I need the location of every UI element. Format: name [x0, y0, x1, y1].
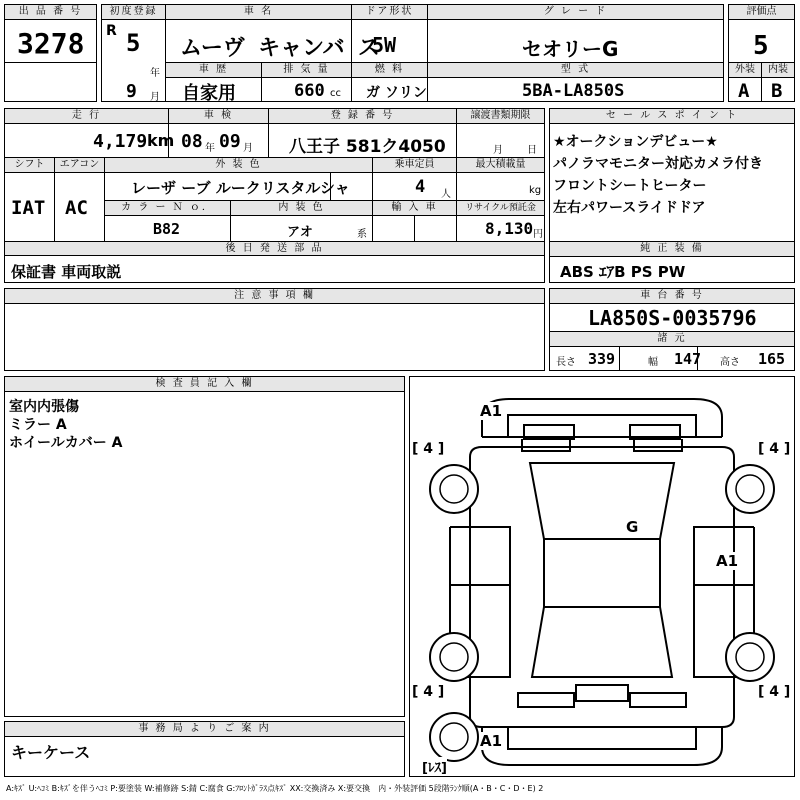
inspector-box: [4, 376, 405, 717]
genuine-equipment-box: [549, 241, 795, 283]
recycle-unit: 円: [533, 229, 543, 240]
length-label: 長さ: [556, 357, 576, 368]
displacement: 660: [294, 81, 325, 101]
shift-type: IAT: [11, 197, 46, 219]
inspection-month-unit: 月: [243, 143, 253, 154]
tail-light-right: [630, 693, 686, 707]
capacity-header: 乗車定員: [373, 158, 456, 172]
tire-label-rear-left: [ 4 ]: [412, 684, 445, 700]
model-code-header: 型 式: [428, 63, 723, 77]
height-label: 高さ: [720, 357, 740, 368]
interior-color-unit: 系: [357, 229, 367, 240]
import-header: 輸 入 車: [373, 201, 456, 215]
later-parts: 保証書 車両取説: [11, 263, 122, 281]
aircon-type: AC: [65, 197, 88, 219]
windshield: [530, 463, 674, 539]
registration-year: 5: [126, 29, 141, 57]
lot-number: 3278: [17, 27, 85, 60]
license-plate-rear: [576, 685, 628, 701]
headlight-right: [634, 439, 682, 451]
exterior-header: 外装: [729, 63, 761, 77]
chassis-number: LA850S-0035796: [588, 306, 757, 330]
lot-number-header: 出 品 番 号: [5, 5, 96, 19]
inspection-header: 車 検: [169, 109, 268, 123]
mileage: 4,179: [93, 131, 148, 152]
exterior-grade: A: [738, 80, 750, 102]
door-header: ドア形状: [352, 5, 427, 19]
rear-window: [532, 607, 672, 677]
vehicle-info-box: [101, 4, 724, 102]
displacement-unit: cc: [330, 88, 341, 99]
era-letter: R: [106, 23, 117, 39]
sales-point-4: 左右パワースライドドア: [553, 200, 706, 216]
genuine-equipment: ABS ｴｱB PS PW: [560, 263, 686, 281]
tire-label-front-right: [ 4 ]: [758, 441, 791, 457]
notes-header: 注 意 事 項 欄: [5, 289, 544, 303]
transfer-day-unit: 日: [527, 145, 537, 156]
color-no-header: カ ラ ー Ｎ ｏ．: [105, 201, 230, 215]
inspector-header: 検 査 員 記 入 欄: [5, 377, 404, 391]
recycle-fee: 8,130: [485, 219, 534, 238]
score-box: [728, 4, 795, 102]
ext-color-header: 外 装 色: [105, 158, 372, 172]
rear-bumper-outline: [482, 727, 722, 765]
max-load-unit: kg: [529, 185, 542, 196]
inspection-year-unit: 年: [205, 143, 215, 154]
vehicle-history: 自家用: [182, 83, 236, 104]
overall-score: 5: [753, 31, 769, 61]
inspector-note-2: ミラー A: [9, 417, 67, 433]
fuel-type: ガ ソリン: [366, 85, 427, 101]
spare-tire-label: [ﾚｽ]: [422, 757, 447, 776]
sales-point-2: パノラマモニター対応カメラ付き: [553, 156, 763, 172]
mileage-unit: km: [147, 131, 175, 150]
displacement-header: 排 気 量: [262, 63, 351, 77]
year-unit: 年: [150, 68, 160, 79]
month-unit: 月: [150, 92, 160, 103]
tire-front-right: [726, 465, 774, 513]
grade-header: グ レ ー ド: [428, 5, 723, 19]
tire-label-rear-right: [ 4 ]: [758, 684, 791, 700]
tire-front-left: [430, 465, 478, 513]
inspector-note-3: ホイールカバー A: [9, 435, 123, 451]
capacity-unit: 人: [441, 189, 451, 200]
sales-points-box: [549, 108, 795, 242]
mileage-header: 走 行: [5, 109, 168, 123]
history-header: 車 歴: [166, 63, 261, 77]
tail-light-left: [518, 693, 574, 707]
car-diagram-box: [409, 376, 795, 777]
first-registration-header: 初度登録: [102, 5, 165, 19]
max-load-header: 最大積載量: [457, 158, 544, 172]
interior-header: 内装: [762, 63, 794, 77]
registration-month: 9: [126, 81, 137, 102]
model-code: 5BA-LA850S: [522, 81, 625, 101]
sales-point-3: フロントシートヒーター: [553, 178, 707, 194]
transfer-month-unit: 月: [493, 145, 503, 156]
later-parts-header: 後 日 発 送 部 品: [5, 242, 544, 256]
damage-mark-right-side: A1: [716, 552, 739, 570]
car-name-header: 車 名: [166, 5, 351, 19]
seating-capacity: 4: [415, 177, 426, 197]
score-header: 評価点: [729, 5, 794, 19]
transfer-doc-header: 譲渡書類期限: [457, 109, 544, 123]
width-label: 幅: [648, 357, 658, 368]
inspector-note-1: 室内内張傷: [9, 399, 79, 415]
office-header: 事 務 局 よ り ご 案 内: [5, 722, 404, 736]
sales-points-header: セ ー ル ス ポ イ ン ト: [550, 109, 794, 123]
lot-number-box: [4, 4, 97, 102]
door-type: 5W: [372, 33, 397, 57]
car-outline-diagram: [410, 377, 794, 776]
damage-mark-roof: G: [626, 518, 639, 536]
shift-header: シフト: [5, 158, 54, 172]
int-color-header: 内 装 色: [231, 201, 372, 215]
details-box: [4, 108, 545, 256]
damage-mark-rear-left: A1: [480, 732, 503, 750]
aircon-header: エアコン: [55, 158, 104, 172]
tire-label-front-left: [ 4 ]: [412, 441, 445, 457]
inspection-month: 09: [219, 131, 241, 152]
genuine-equipment-header: 純 正 装 備: [550, 242, 794, 256]
damage-legend: A:ｷｽﾞ U:ﾍｺﾐ B:ｷｽﾞを伴うﾍｺﾐ P:要塗装 W:補修跡 S:錆 C:腐食 G:ﾌﾛﾝﾄｶﾞﾗｽ点ｷｽﾞ XX:交換済み X:要交換 内・外装評価 5段階ﾗﾝｸ順(A・B・C・D・E) 2: [6, 784, 544, 793]
fuel-header: 燃 料: [352, 63, 427, 77]
office-box: [4, 721, 405, 777]
chassis-header: 車 台 番 号: [550, 289, 794, 303]
interior-grade: B: [771, 80, 783, 102]
car-name: ムーヴ キャンバ ス: [180, 36, 380, 61]
registration-number: 八王子 581ク4050: [289, 137, 446, 157]
chassis-box: [549, 288, 795, 371]
tire-rear-right: [726, 633, 774, 681]
height-value: 165: [758, 350, 786, 368]
color-number: B82: [153, 220, 181, 238]
length-value: 339: [588, 350, 616, 368]
recycle-header: リサイクル預託金: [457, 201, 544, 215]
front-bumper-outline: [482, 399, 722, 437]
reg-no-header: 登 録 番 号: [269, 109, 456, 123]
sales-point-1: ★オークションデビュー★: [553, 134, 718, 150]
inspection-year: 08: [181, 131, 203, 152]
later-parts-box: [4, 255, 545, 283]
office-note: キーケース: [11, 743, 91, 762]
roof: [544, 539, 660, 607]
spare-tire: [430, 713, 478, 761]
tire-rear-left: [430, 633, 478, 681]
damage-mark-front-left: A1: [480, 402, 503, 420]
grade: セオリーG: [522, 37, 619, 61]
width-value: 147: [674, 350, 702, 368]
specs-header: 諸 元: [550, 332, 794, 346]
interior-color: アオ: [287, 225, 313, 240]
headlight-left: [522, 439, 570, 451]
exterior-color: レーザ ーブ ルークリスタルシャ: [131, 179, 350, 197]
notes-box: [4, 288, 545, 371]
